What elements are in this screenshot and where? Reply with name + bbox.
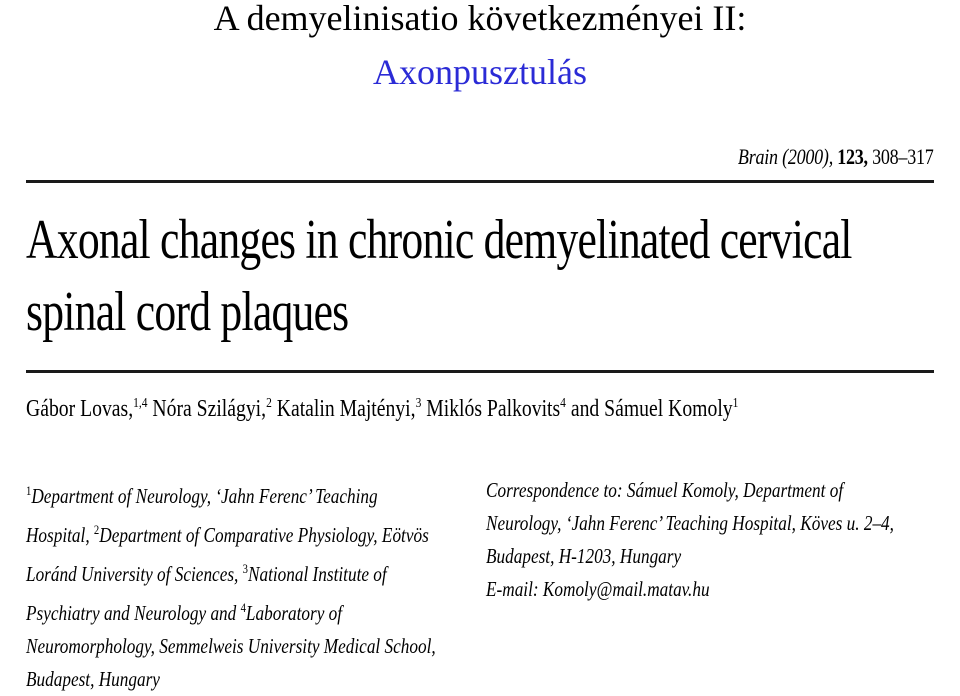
paper-title-line-2: spinal cord plaques (26, 281, 349, 343)
author-name: Katalin Majtényi, (276, 396, 416, 422)
affiliation-mark: 4 (240, 600, 246, 615)
author-list (26, 396, 738, 423)
correspondence-line: Correspondence to: Sámuel Komoly, Department of (486, 478, 844, 502)
journal-volume: 123, (837, 144, 869, 169)
affiliation-line (26, 513, 485, 552)
author-affiliation-mark: 1,4 (133, 396, 148, 411)
affiliation-mark: 3 (242, 561, 248, 576)
affiliation-text: Psychiatry and Neurology and (26, 601, 241, 625)
correspondence (486, 474, 945, 606)
affiliation-text: National Institute of (247, 562, 387, 586)
affiliation-line: Budapest, Hungary (26, 667, 160, 691)
affiliation-text: Department of Comparative Physiology, Eötvös (99, 523, 429, 547)
journal-pages: 308–317 (872, 144, 934, 169)
author-affiliation-mark: 1 (732, 396, 739, 411)
author-name: Gábor Lovas, (26, 396, 134, 422)
affiliations (26, 474, 485, 696)
middle-divider (26, 370, 934, 373)
slide-title-line-1: A demyelinisatio következményei II: (213, 0, 747, 38)
author-name: Nóra Szilágyi, (152, 396, 267, 422)
correspondence-email: E-mail: Komoly@mail.matav.hu (486, 577, 710, 601)
affiliation-text: Hospital, (26, 523, 94, 547)
affiliation-line (26, 591, 485, 630)
author-name: Miklós Palkovits (426, 396, 561, 422)
affiliation-line (26, 474, 485, 513)
author-affiliation-mark: 2 (266, 396, 272, 411)
journal-name: Brain (738, 144, 779, 169)
affiliation-text: Loránd University of Sciences, (26, 562, 243, 586)
paper-scan (0, 118, 960, 690)
correspondence-line: Budapest, H-1203, Hungary (486, 544, 682, 568)
journal-year: (2000), (782, 144, 834, 169)
paper-title-line-1: Axonal changes in chronic demyelinated cervical (26, 209, 852, 271)
journal-citation (738, 144, 934, 170)
author-affiliation-mark: 4 (560, 396, 566, 411)
slide-title-line-2: Axonpusztulás (373, 52, 587, 92)
affiliation-text: Laboratory of (245, 601, 343, 625)
affiliation-line: Neuromorphology, Semmelweis University Medical School, (26, 634, 436, 658)
paper-title (26, 204, 884, 348)
affiliation-mark: 2 (93, 522, 100, 537)
affiliation-mark: 1 (26, 483, 32, 498)
affiliation-line (26, 552, 485, 591)
top-divider (26, 180, 934, 183)
author-name: and Sámuel Komoly (570, 396, 733, 422)
affiliation-text: Department of Neurology, ‘Jahn Ferenc’ Teaching (31, 484, 378, 508)
author-affiliation-mark: 3 (415, 396, 422, 411)
correspondence-line: Neurology, ‘Jahn Ferenc’ Teaching Hospital, Köves u. 2–4, (486, 511, 894, 535)
